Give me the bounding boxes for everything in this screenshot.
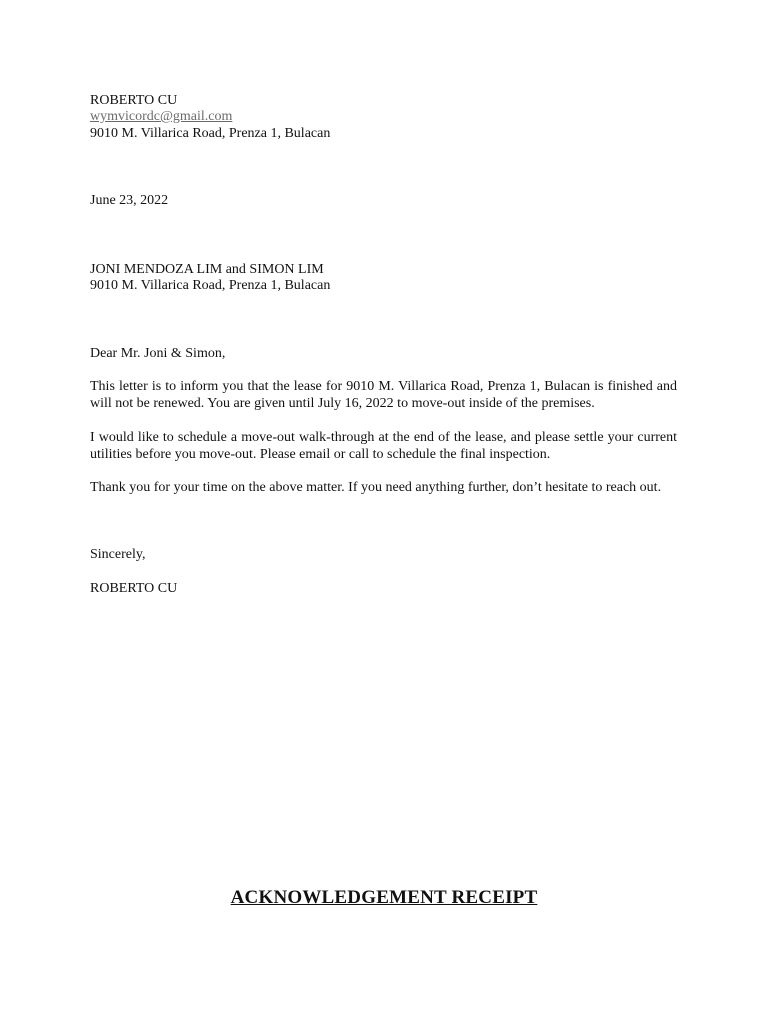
closing: Sincerely, xyxy=(90,547,146,562)
sender-email[interactable]: wymvicordc@gmail.com xyxy=(90,109,233,124)
body-paragraph-3: Thank you for your time on the above matter. If you need anything further, don’t hesitate to reach out. xyxy=(90,480,662,495)
sender-email-link[interactable] xyxy=(90,109,232,125)
letter-date: June 23, 2022 xyxy=(90,193,169,208)
sender-address: 9010 M. Villarica Road, Prenza 1, Bulacan xyxy=(90,126,331,141)
salutation: Dear Mr. Joni & Simon, xyxy=(90,346,226,361)
body-paragraph-1: This letter is to inform you that the lease for 9010 M. Villarica Road, Prenza 1, Bulacan is finished and will not be renewed. You are given until July 16, 2022 to move-out inside of the premises. xyxy=(90,379,677,411)
body-paragraph-2: I would like to schedule a move-out walk-through at the end of the lease, and please settle your current utilities before you move-out. Please email or call to schedule the final inspection. xyxy=(90,430,677,462)
signature-name: ROBERTO CU xyxy=(90,581,178,596)
recipient-name: JONI MENDOZA LIM and SIMON LIM xyxy=(90,262,324,277)
receipt-title: ACKNOWLEDGEMENT RECEIPT xyxy=(230,887,538,908)
sender-name: ROBERTO CU xyxy=(90,93,178,108)
recipient-address: 9010 M. Villarica Road, Prenza 1, Bulacan xyxy=(90,278,331,293)
